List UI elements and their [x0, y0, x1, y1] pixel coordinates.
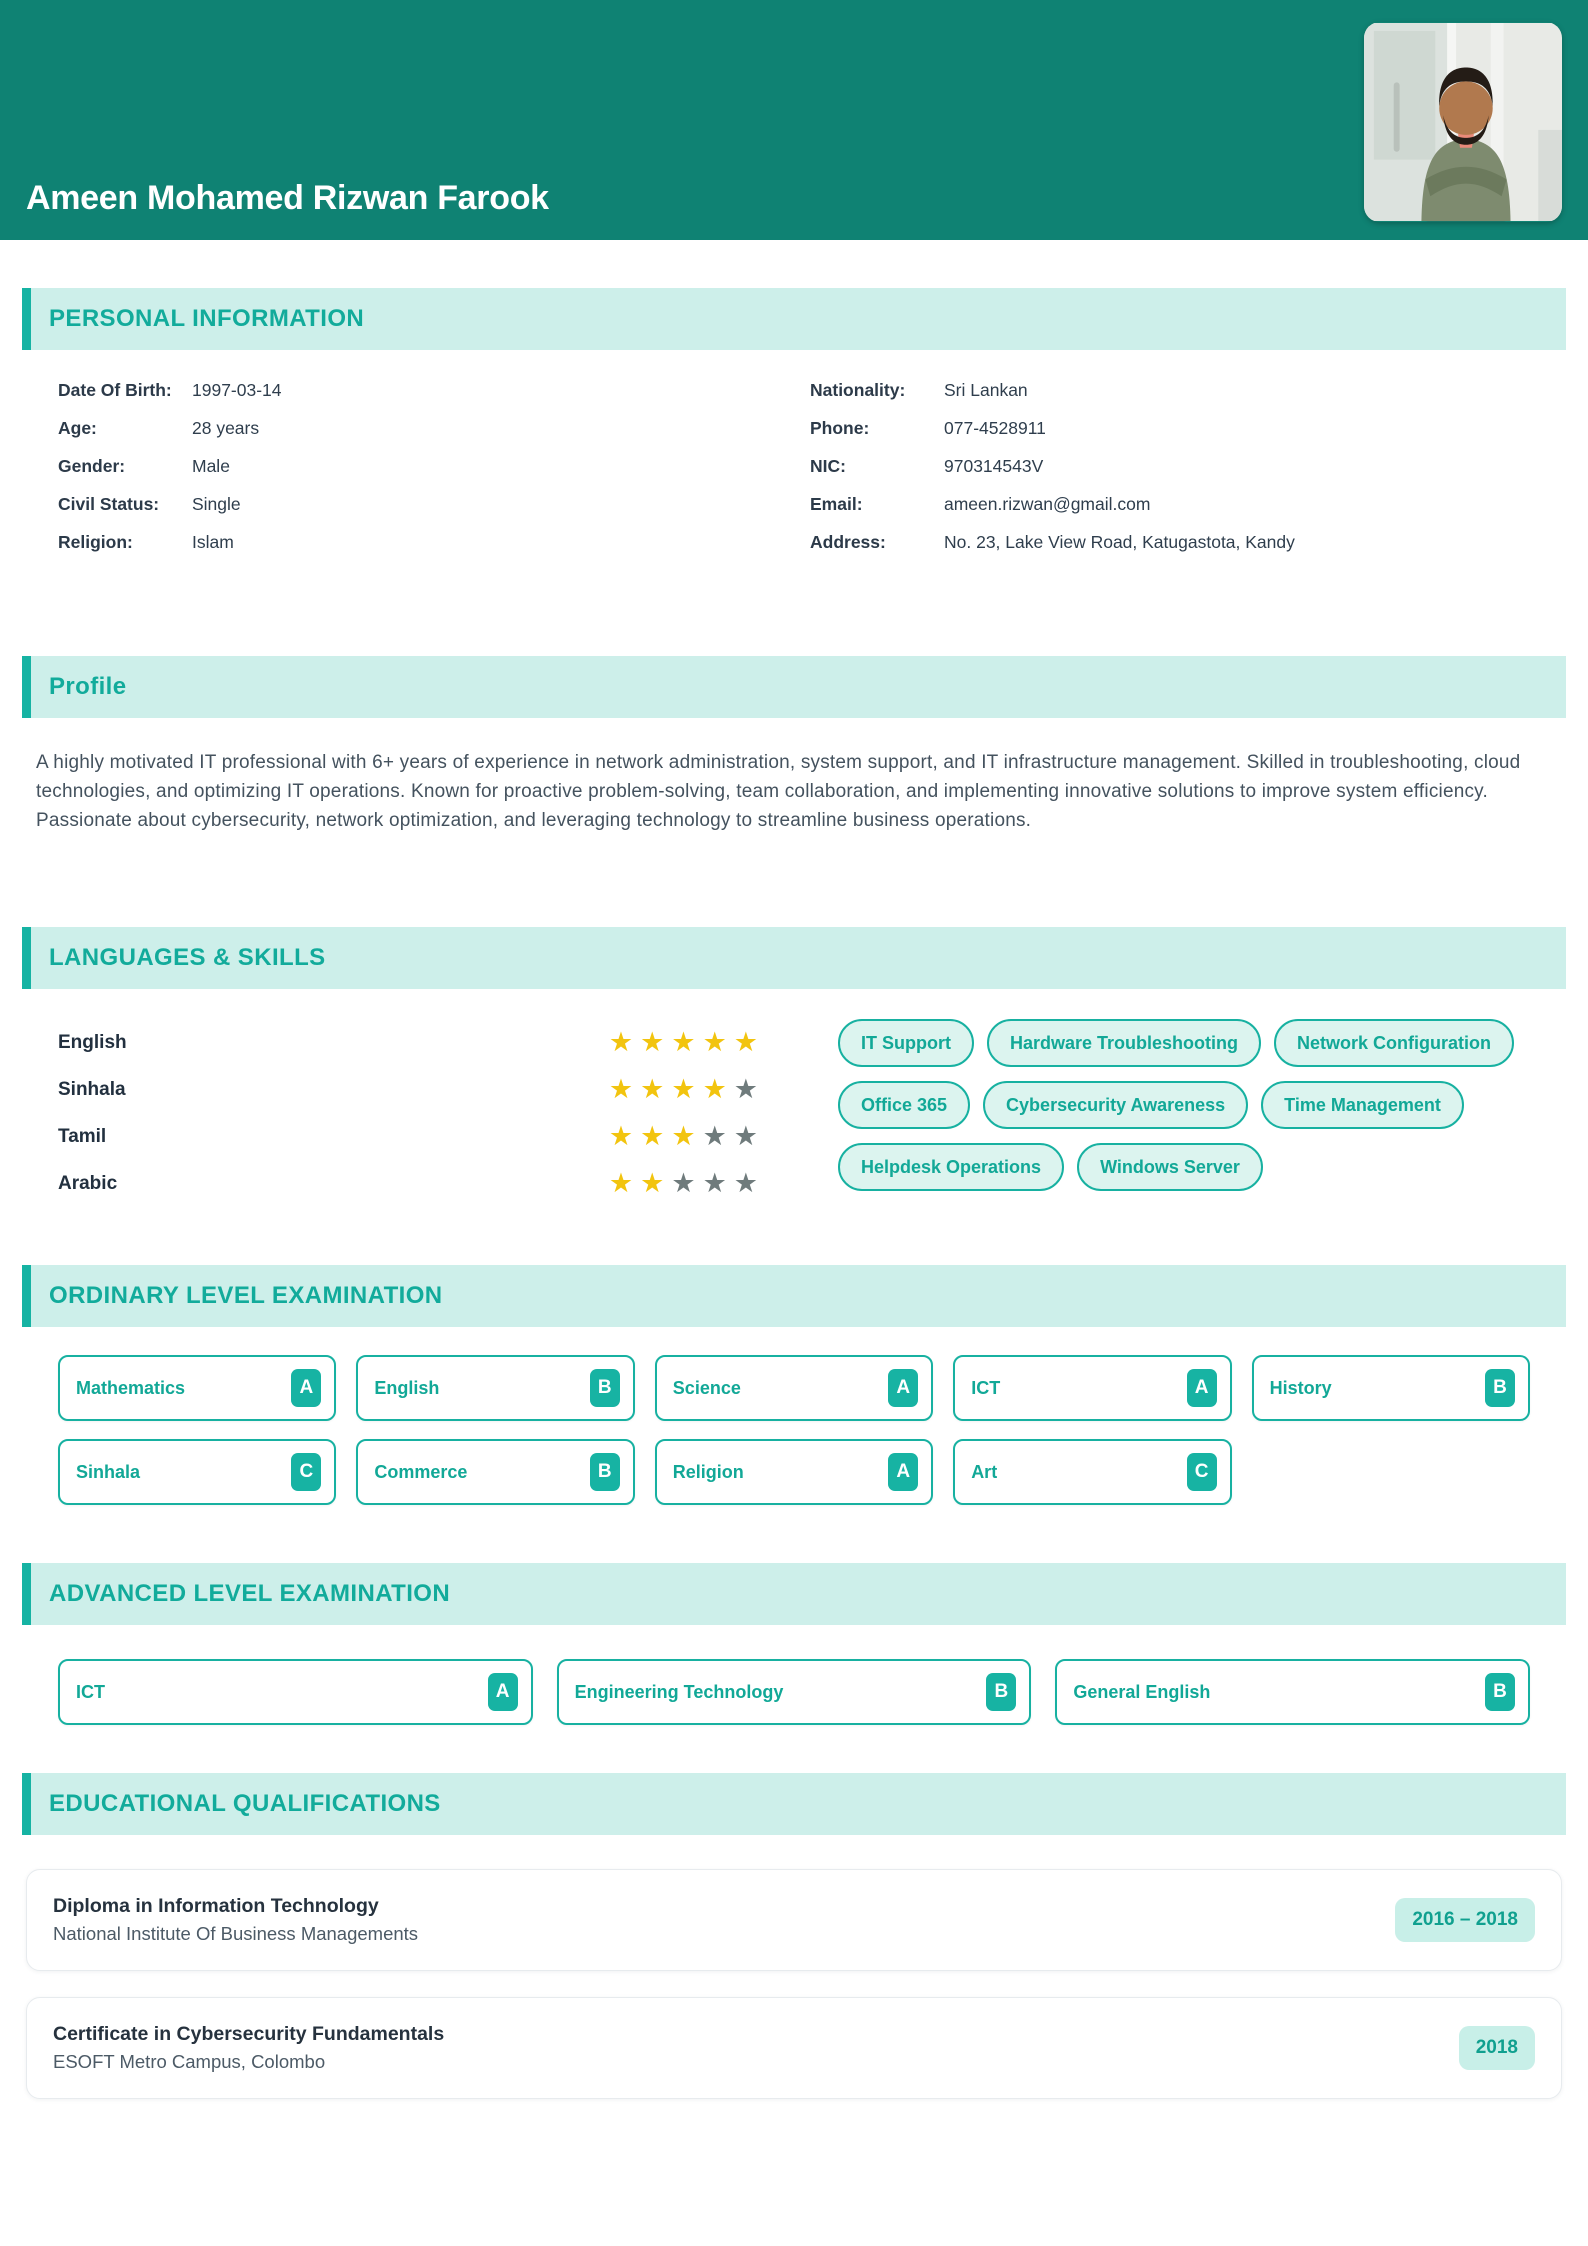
grade-badge: A [291, 1369, 321, 1407]
subject-card [1252, 1355, 1530, 1421]
subject-name: Art [971, 1461, 998, 1482]
personal-info-right-column [810, 380, 1530, 570]
star-icon: ★ [702, 1027, 727, 1057]
subject-name: ICT [76, 1681, 105, 1702]
star-icon: ★ [640, 1121, 665, 1151]
grade-badge: C [291, 1453, 321, 1491]
info-row [810, 494, 1530, 516]
ordinary-level-grid [58, 1355, 1530, 1505]
period-badge: 2016 – 2018 [1395, 1898, 1535, 1942]
info-label: Nationality: [810, 380, 906, 400]
degree-title: Diploma in Information Technology [53, 1895, 379, 1917]
star-icon: ★ [733, 1168, 758, 1198]
info-value: 077-4528911 [944, 418, 1046, 438]
language-row [58, 1113, 758, 1160]
skill-tag: Office 365 [838, 1081, 970, 1129]
star-icon: ★ [733, 1121, 758, 1151]
info-row [58, 418, 810, 440]
info-value: 1997-03-14 [192, 380, 282, 400]
info-label: Civil Status: [58, 494, 160, 514]
star-icon: ★ [671, 1168, 696, 1198]
grade-badge: A [1187, 1369, 1217, 1407]
period-badge: 2018 [1459, 2026, 1535, 2070]
subject-name: ICT [971, 1377, 1001, 1398]
subject-card [356, 1355, 634, 1421]
subject-card [953, 1355, 1231, 1421]
info-value: 28 years [192, 418, 260, 438]
section-title: EDUCATIONAL QUALIFICATIONS [49, 1790, 441, 1817]
star-rating [609, 1170, 758, 1197]
subject-name: Science [672, 1377, 741, 1398]
info-label: Gender: [58, 456, 126, 476]
subject-card [655, 1439, 933, 1505]
subject-name: Sinhala [76, 1461, 141, 1482]
language-name: English [58, 1031, 127, 1053]
grade-badge: A [888, 1369, 918, 1407]
institution-name: ESOFT Metro Campus, Colombo [53, 2051, 326, 2072]
subject-card [356, 1439, 634, 1505]
section-header-languages-skills [22, 927, 1566, 989]
star-icon: ★ [733, 1074, 758, 1104]
subject-name: Commerce [374, 1461, 468, 1482]
info-label: Email: [810, 494, 863, 514]
skill-tag: Windows Server [1077, 1143, 1263, 1191]
star-icon: ★ [608, 1027, 634, 1057]
section-header-personal-information [22, 288, 1566, 350]
info-value: Islam [192, 532, 234, 552]
section-title: LANGUAGES & SKILLS [49, 944, 326, 971]
personal-info-left-column [58, 380, 810, 570]
skill-tag: Hardware Troubleshooting [987, 1019, 1261, 1067]
profile-text: A highly motivated IT professional with 6+ years of experience in network administration, system support, and IT infrastructure management. Skilled in troubleshooting, cloud technologies, and optimizing IT operations. Known for proactive problem-solving, team collaboration, and implementing innovative solutions to improve system efficiency. Passionate about cybersecurity, network optimization, and leveraging technology to streamline business operations. [36, 752, 1521, 831]
info-label: Age: [58, 418, 97, 438]
star-icon: ★ [702, 1121, 727, 1151]
skill-tags [838, 1019, 1530, 1207]
subject-card [655, 1355, 933, 1421]
star-icon: ★ [671, 1074, 696, 1104]
subject-name: General English [1073, 1681, 1211, 1702]
info-label: Address: [810, 532, 886, 552]
star-icon: ★ [640, 1168, 665, 1198]
info-row [58, 532, 810, 554]
section-title: PERSONAL INFORMATION [49, 305, 365, 332]
grade-badge: B [590, 1369, 620, 1407]
language-row [58, 1066, 758, 1113]
languages-list [58, 1019, 758, 1207]
skill-tag: Network Configuration [1274, 1019, 1514, 1067]
star-icon: ★ [608, 1074, 634, 1104]
cv-body [0, 288, 1588, 2099]
info-value: Single [192, 494, 241, 514]
skill-tag: Helpdesk Operations [838, 1143, 1064, 1191]
advanced-level-grid [58, 1659, 1530, 1725]
star-icon: ★ [608, 1121, 634, 1151]
grade-badge: A [888, 1453, 918, 1491]
language-name: Sinhala [58, 1078, 126, 1100]
languages-skills-row [58, 1019, 1530, 1207]
candidate-name: Ameen Mohamed Rizwan Farook [26, 179, 549, 217]
language-row [58, 1019, 758, 1066]
info-label: NIC: [810, 456, 846, 476]
skill-tag: Time Management [1261, 1081, 1464, 1129]
info-row [810, 380, 1530, 402]
star-rating [609, 1076, 758, 1103]
subject-name: Engineering Technology [574, 1681, 784, 1702]
info-value: Male [192, 456, 230, 476]
skill-tag: Cybersecurity Awareness [983, 1081, 1248, 1129]
info-label: Date Of Birth: [58, 380, 172, 400]
subject-name: Mathematics [76, 1377, 186, 1398]
subject-name: English [374, 1377, 440, 1398]
subject-card [953, 1439, 1231, 1505]
info-label: Religion: [58, 532, 133, 552]
education-details [53, 1893, 418, 1947]
grade-badge: B [590, 1453, 620, 1491]
skill-tag: IT Support [838, 1019, 974, 1067]
info-value: 970314543V [944, 456, 1044, 476]
info-row [58, 494, 810, 516]
grade-badge: B [1485, 1369, 1515, 1407]
institution-name: National Institute Of Business Managements [53, 1923, 419, 1944]
grade-badge: B [986, 1673, 1016, 1711]
star-icon: ★ [640, 1074, 665, 1104]
language-row [58, 1160, 758, 1207]
subject-card [58, 1659, 533, 1725]
info-label: Phone: [810, 418, 870, 438]
star-icon: ★ [702, 1168, 727, 1198]
profile-photo-illustration [1364, 22, 1562, 222]
degree-title: Certificate in Cybersecurity Fundamentals [53, 2023, 445, 2045]
star-icon: ★ [671, 1121, 696, 1151]
subject-card [557, 1659, 1032, 1725]
subject-name: Religion [672, 1461, 744, 1482]
section-header-ordinary-level [22, 1265, 1566, 1327]
education-card [26, 1869, 1562, 1971]
education-details [53, 2021, 444, 2075]
section-header-educational-qualifications [22, 1773, 1566, 1835]
info-value: Sri Lankan [944, 380, 1028, 400]
subject-name: History [1269, 1377, 1332, 1398]
personal-info-grid [58, 380, 1530, 570]
grade-badge: A [488, 1673, 518, 1711]
subject-card [58, 1439, 336, 1505]
star-rating [609, 1029, 758, 1056]
section-header-advanced-level [22, 1563, 1566, 1625]
info-row [58, 456, 810, 478]
star-rating [609, 1123, 758, 1150]
star-icon: ★ [702, 1074, 727, 1104]
subject-card [1055, 1659, 1530, 1725]
info-value: ameen.rizwan@gmail.com [944, 494, 1151, 514]
header-banner [0, 0, 1588, 240]
section-header-profile [22, 656, 1566, 718]
education-list [26, 1869, 1562, 2099]
section-title: ADVANCED LEVEL EXAMINATION [49, 1580, 451, 1607]
language-name: Tamil [58, 1125, 107, 1147]
grade-badge: C [1187, 1453, 1217, 1491]
education-card [26, 1997, 1562, 2099]
subject-card [58, 1355, 336, 1421]
section-title: Profile [49, 673, 127, 700]
section-title: ORDINARY LEVEL EXAMINATION [49, 1282, 443, 1309]
grade-badge: B [1485, 1673, 1515, 1711]
info-row [810, 532, 1530, 554]
language-name: Arabic [58, 1172, 118, 1194]
info-row [58, 380, 810, 402]
profile-photo [1364, 22, 1562, 222]
star-icon: ★ [640, 1027, 665, 1057]
star-icon: ★ [733, 1027, 758, 1057]
star-icon: ★ [608, 1168, 634, 1198]
info-row [810, 418, 1530, 440]
info-value: No. 23, Lake View Road, Katugastota, Kandy [944, 532, 1295, 552]
star-icon: ★ [671, 1027, 696, 1057]
info-row [810, 456, 1530, 478]
